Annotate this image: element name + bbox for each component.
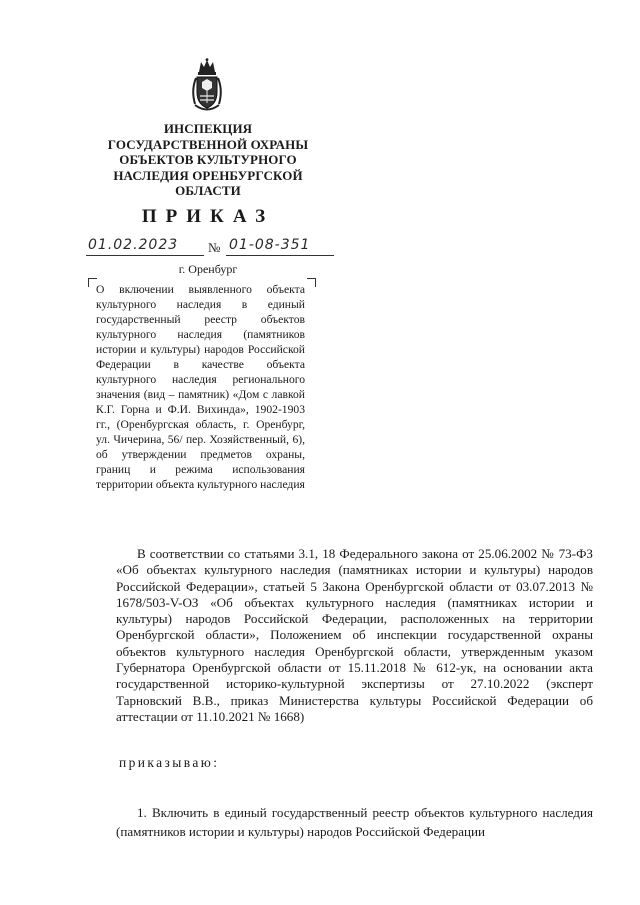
document-type-title: ПРИКАЗ [141,206,275,227]
registration-line [86,235,346,257]
order-number: 01-08-351 [229,237,311,253]
authority-line: ОБЛАСТИ [175,183,241,199]
issue-city: г. Оренбург [178,262,238,276]
order-subject: О включении выявленного объекта культурного наследия в единый государственный реестр объектов культурного наследия (памятников истории и культуры) народов Российской Федерации в качестве объекта культурного наследия регионального значения (вид – памятник) «Дом с лавкой К.Г. Горна и Ф.И. Вихинда», 1902-1903 гг., (Оренбургская область, г. Оренбург, ул. Чичерина, 56/ пер. Хозяйственный, 6), об утверждении предметов охраны, границ и режима использования территории объекта культурного наследия [96,283,305,491]
authority-line: ИНСПЕКЦИЯ [163,121,253,136]
preamble-paragraph: В соответствии со статьями 3.1, 18 Федерального закона от 25.06.2002 № 73-ФЗ «Об объектах культурного наследия (памятниках истории и культуры) народов Российской Федерации», статьей 5 Закона Оренбургской области от 03.07.2013 № 1678/503-V-ОЗ «Об объектах культурного наследия (памятниках истории и культуры) народов Российской Федерации, расположенных на территории Оренбургской области», Положением об инспекции государственной охраны объектов культурного наследия Оренбургской области, утвержденным указом Губернатора Оренбургской области от 15.11.2018 № 612-ук, на основании акта государственной историко-культурной экспертизы от 27.10.2022 (эксперт Тарновский В.В., приказ Министерства культуры Российской Федерации об аттестации от 11.10.2021 № 1668) [116,546,593,724]
order-date: 01.02.2023 [88,237,179,253]
date-underline [86,255,204,256]
authority-line: НАСЛЕДИЯ ОРЕНБУРГСКОЙ [113,167,303,183]
subject-bracket-right [307,278,316,287]
orenburg-coat-of-arms-icon [190,58,224,116]
number-underline [226,255,334,256]
order-word: приказываю: [119,755,220,770]
issuing-authority [88,121,328,199]
number-sign: № [208,240,221,255]
authority-line: ГОСУДАРСТВЕННОЙ ОХРАНЫ [107,136,309,152]
subject-block [88,278,316,518]
order-item-1: 1. Включить в единый государственный реестр объектов культурного наследия (памятников истории и культуры) народов Российской Федерации [116,805,593,839]
authority-line: ОБЪЕКТОВ КУЛЬТУРНОГО [119,152,297,168]
